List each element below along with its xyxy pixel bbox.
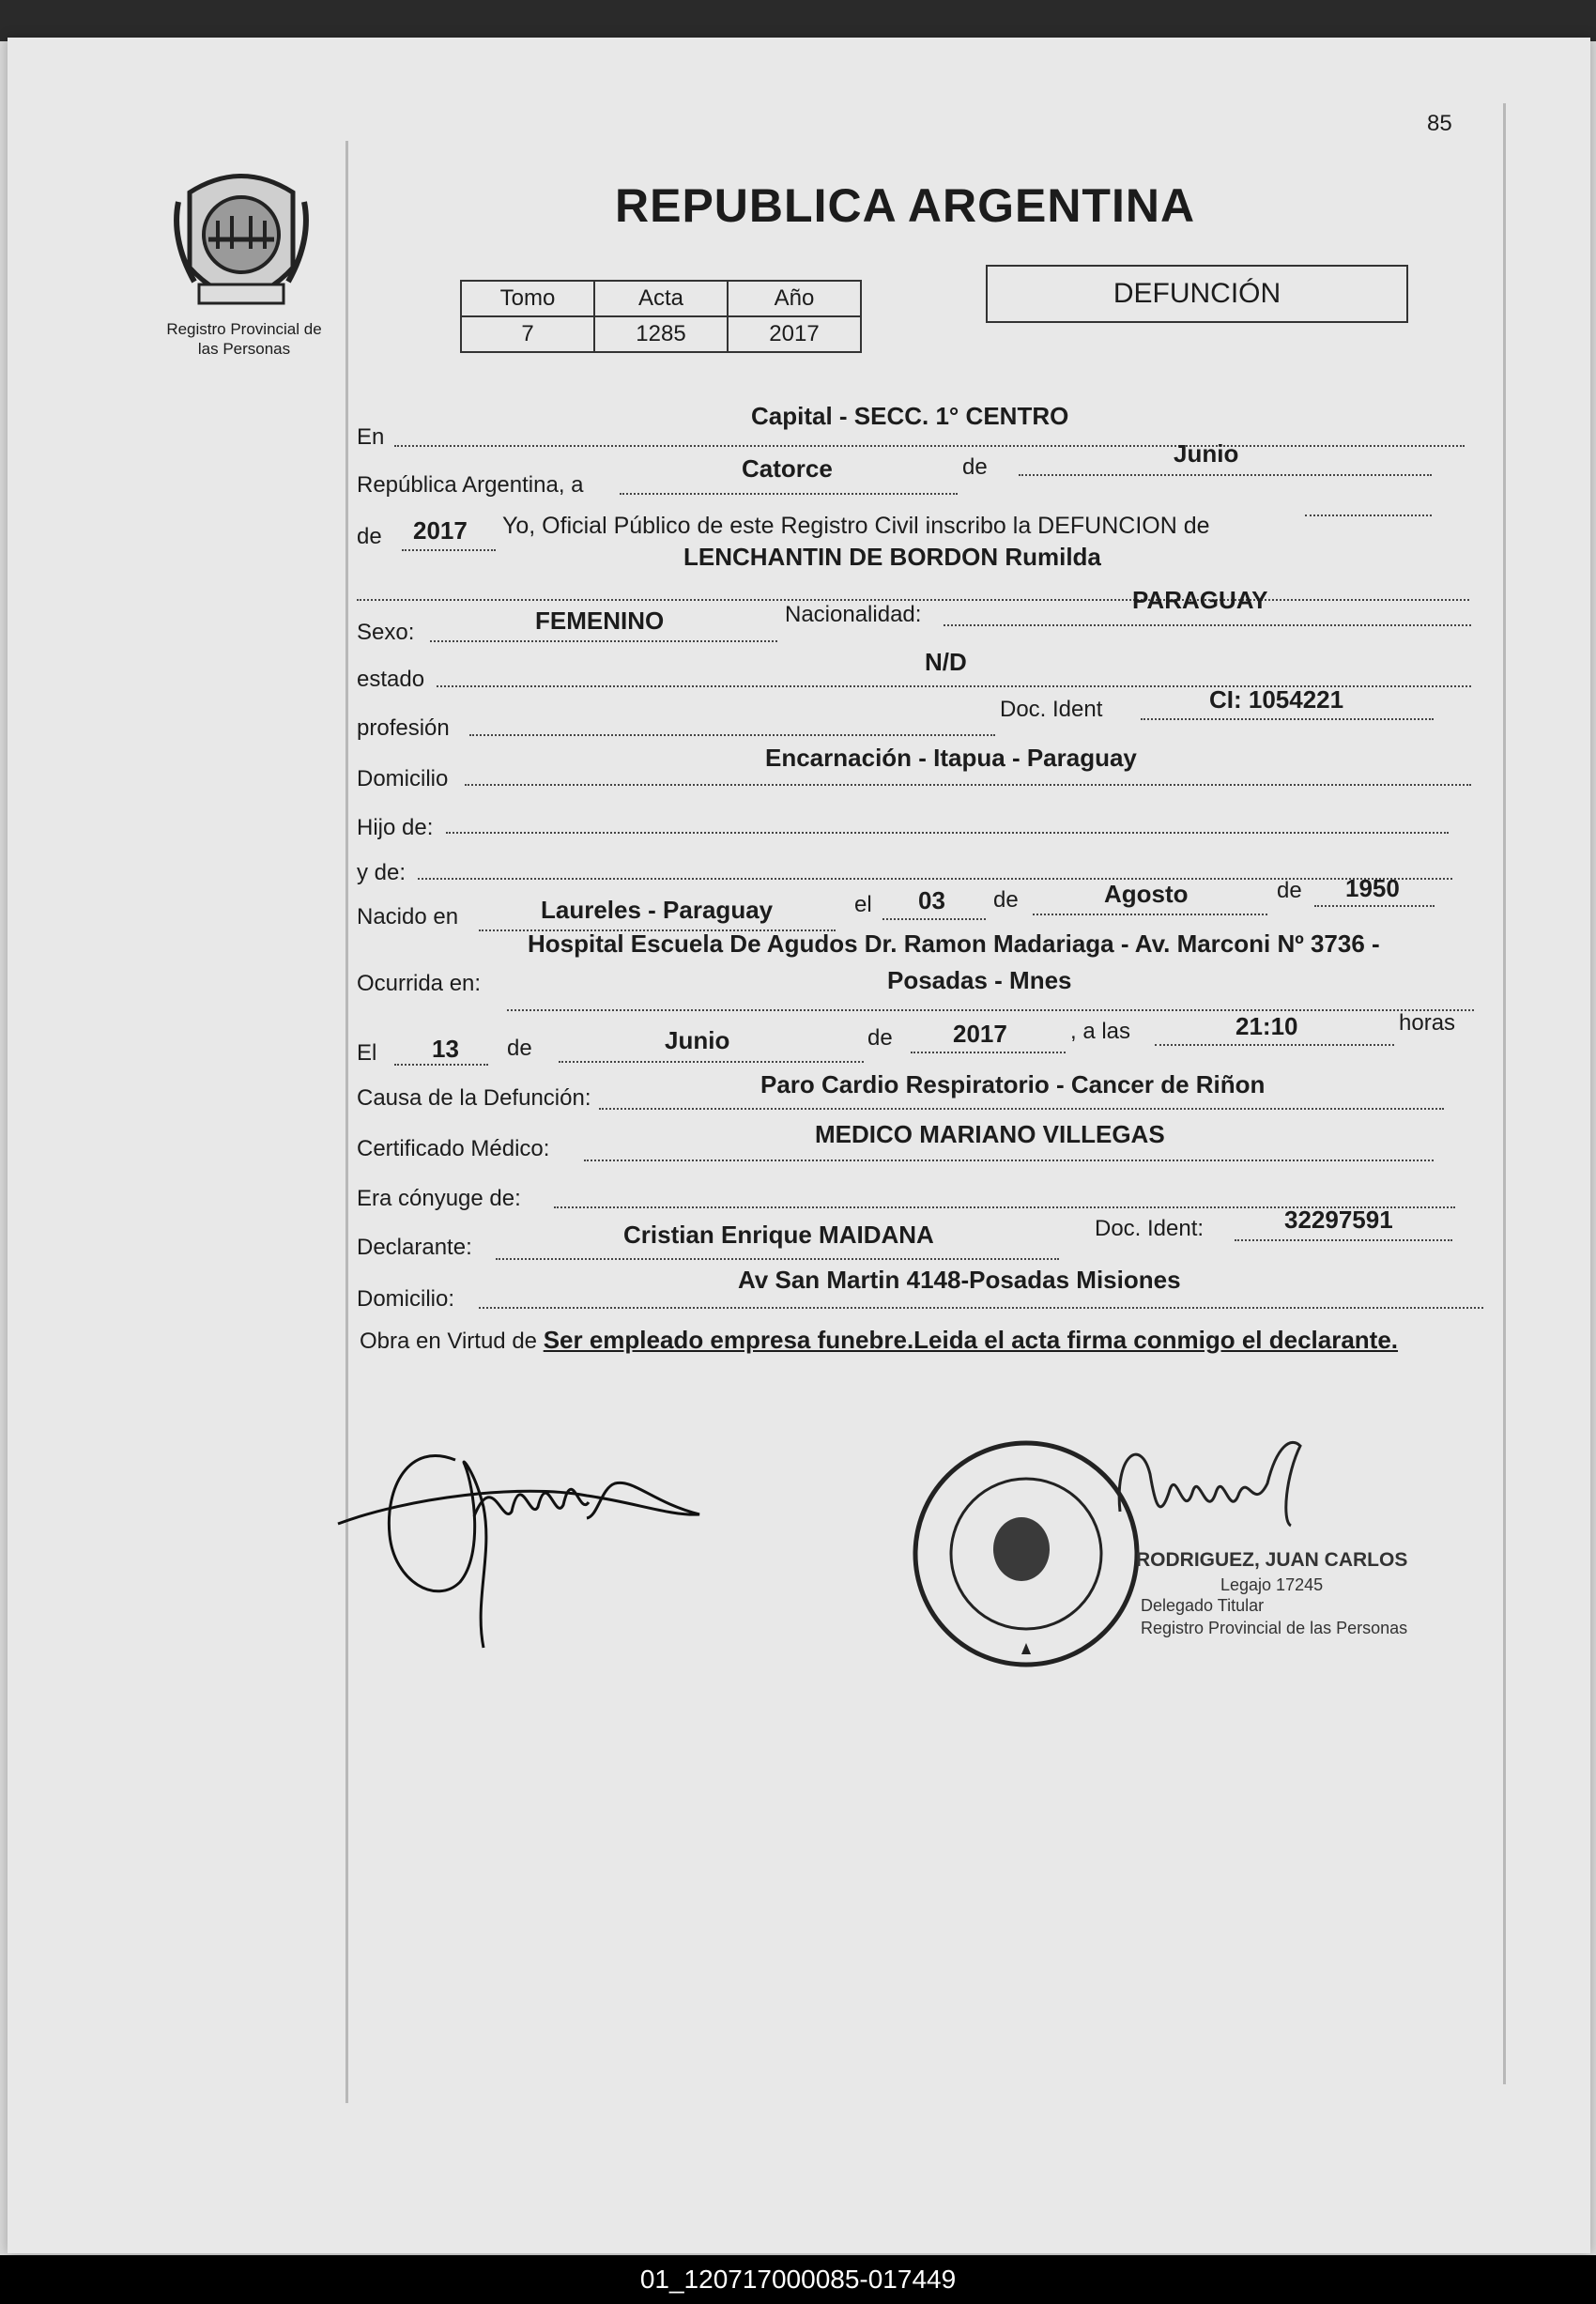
name-line: [357, 599, 1469, 601]
domicilio-label: Domicilio: [357, 766, 449, 791]
month-value: Junio: [1174, 439, 1239, 468]
de-label-2: de: [357, 524, 382, 549]
reference-value-row: [461, 316, 861, 352]
horas-label: horas: [1399, 1010, 1456, 1036]
en-label: En: [357, 424, 385, 450]
ref-header-anio: Año: [728, 281, 861, 316]
obra-paragraph: [360, 1319, 1481, 1362]
yde-label: y de:: [357, 860, 407, 885]
obra-label: Obra en Virtud de: [360, 1329, 538, 1354]
death-month: Junio: [665, 1026, 730, 1054]
domicilio2-line: [479, 1307, 1483, 1309]
day-words: Catorce: [742, 454, 833, 483]
ocurrida-line1: Hospital Escuela De Agudos Dr. Ramon Madariaga - Av. Marconi Nº 3736 -: [528, 929, 1380, 958]
domicilio2-value: Av San Martin 4148-Posadas Misiones: [738, 1266, 1181, 1294]
day-line: [620, 493, 958, 495]
left-margin-rule: [345, 141, 348, 2103]
hijo-label: Hijo de:: [357, 815, 434, 840]
registry-seal-stamp: [909, 1436, 1143, 1671]
birth-year: 1950: [1345, 874, 1400, 902]
year-value: 2017: [413, 516, 468, 545]
de-label-5: de: [507, 1036, 532, 1061]
de-label-6: de: [867, 1025, 893, 1051]
nacionalidad-label: Nacionalidad:: [785, 602, 922, 627]
death-year: 2017: [953, 1020, 1007, 1048]
obra-text: Ser empleado empresa funebre.Leida el acta firma conmigo el declarante.: [543, 1326, 1399, 1354]
nacido-value: Laureles - Paraguay: [541, 896, 774, 924]
sexo-label: Sexo:: [357, 620, 415, 645]
death-day: 13: [432, 1035, 459, 1063]
causa-label: Causa de la Defunción:: [357, 1085, 591, 1111]
nacido-label: Nacido en: [357, 904, 459, 929]
scan-top-edge: [0, 0, 1596, 41]
de-label-1: de: [962, 454, 988, 480]
scan-filename-footer: 01_120717000085-017449: [0, 2255, 1596, 2304]
death-time-line: [1155, 1044, 1394, 1046]
registry-caption: [141, 319, 347, 359]
officer-signature: [1113, 1418, 1357, 1549]
inscribo-text: Yo, Oficial Público de este Registro Civil inscribo la DEFUNCION de: [502, 513, 1210, 539]
de-label-4: de: [1277, 878, 1302, 903]
de-label-3: de: [993, 887, 1019, 913]
domicilio-line: [465, 784, 1471, 786]
registry-caption-line1: Registro Provincial de: [166, 320, 322, 338]
profesion-line: [469, 734, 995, 736]
ref-value-anio: 2017: [728, 316, 861, 352]
officer-legajo: Legajo 17245: [1220, 1575, 1324, 1594]
estado-value: N/D: [925, 648, 967, 676]
declarant-signature: [333, 1413, 709, 1657]
el-label: el: [854, 892, 872, 917]
death-day-line: [394, 1064, 488, 1066]
year-line: [402, 549, 496, 551]
el2-label: El: [357, 1040, 377, 1066]
death-time: 21:10: [1235, 1012, 1298, 1040]
doc-ident2-label: Doc. Ident:: [1095, 1216, 1205, 1241]
officer-name: RODRIGUEZ, JUAN CARLOS: [1136, 1549, 1408, 1571]
doc-ident2-line: [1235, 1239, 1452, 1241]
en-line: [394, 445, 1465, 447]
right-margin-rule: [1503, 103, 1506, 2084]
nacionalidad-value: PARAGUAY: [1132, 586, 1268, 614]
hijo-line: [446, 832, 1449, 834]
declarante-label: Declarante:: [357, 1235, 472, 1260]
ocurrida-line2: Posadas - Mnes: [887, 966, 1072, 994]
sexo-line: [430, 640, 777, 642]
certificado-line: [584, 1160, 1434, 1161]
rep-label: República Argentina, a: [357, 472, 584, 498]
ref-header-acta: Acta: [594, 281, 728, 316]
profesion-label: profesión: [357, 715, 450, 741]
document-page: [8, 38, 1590, 2253]
certificado-label: Certificado Médico:: [357, 1136, 550, 1161]
ref-header-tomo: Tomo: [461, 281, 594, 316]
month-line: [1019, 474, 1432, 476]
domicilio-value: Encarnación - Itapua - Paraguay: [765, 744, 1137, 772]
sexo-value: FEMENINO: [535, 607, 665, 635]
inscribo-line: [1305, 515, 1432, 516]
certificado-value: MEDICO MARIANO VILLEGAS: [815, 1120, 1165, 1148]
officer-role: Delegado Titular: [1141, 1596, 1265, 1615]
reference-table: [460, 280, 862, 353]
estado-label: estado: [357, 667, 425, 692]
ref-value-acta: 1285: [594, 316, 728, 352]
reference-header-row: [461, 281, 861, 316]
doc-ident2-value: 32297591: [1284, 1206, 1393, 1234]
causa-value: Paro Cardio Respiratorio - Cancer de Riñon: [760, 1070, 1266, 1098]
birth-month-line: [1033, 914, 1267, 915]
conyuge-label: Era cónyuge de:: [357, 1186, 521, 1211]
birth-day: 03: [918, 886, 945, 914]
death-month-line: [559, 1061, 864, 1063]
birth-day-line: [882, 918, 986, 920]
doc-ident-label: Doc. Ident: [1000, 697, 1103, 722]
document-type-box: DEFUNCIÓN: [986, 265, 1408, 323]
page-number: 85: [1427, 111, 1452, 136]
en-value: Capital - SECC. 1° CENTRO: [751, 402, 1069, 430]
officer-org: Registro Provincial de las Personas: [1141, 1619, 1408, 1637]
doc-ident-value: CI: 1054221: [1209, 685, 1344, 714]
misiones-coat-of-arms-logo: [171, 164, 312, 319]
document-title: REPUBLICA ARGENTINA: [615, 179, 1196, 232]
ref-value-tomo: 7: [461, 316, 594, 352]
domicilio2-label: Domicilio:: [357, 1286, 455, 1312]
death-year-line: [911, 1052, 1066, 1053]
causa-line: [599, 1108, 1444, 1110]
alas-label: , a las: [1070, 1019, 1131, 1044]
doc-ident-line: [1141, 718, 1434, 720]
birth-year-line: [1314, 905, 1435, 907]
ocurrida-label: Ocurrida en:: [357, 971, 482, 996]
registry-caption-line2: las Personas: [197, 340, 291, 358]
birth-month: Agosto: [1104, 880, 1189, 908]
declarante-value: Cristian Enrique MAIDANA: [623, 1221, 934, 1249]
declarante-line: [496, 1258, 1059, 1260]
ocurrida-line: [507, 1009, 1474, 1011]
deceased-name: LENCHANTIN DE BORDON Rumilda: [683, 543, 1101, 571]
nacionalidad-line: [944, 624, 1471, 626]
